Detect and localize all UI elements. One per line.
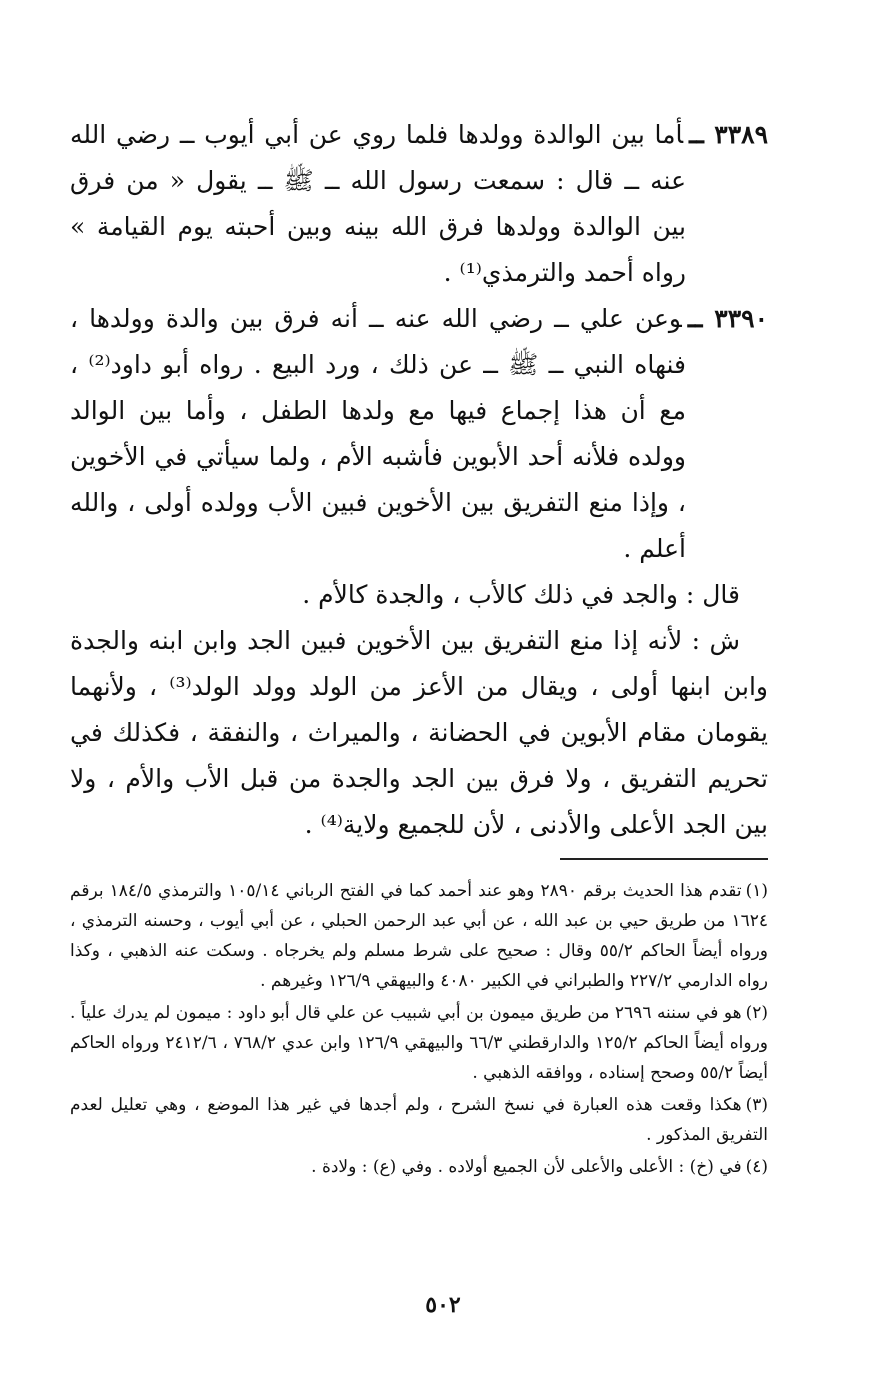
footnote-4 xyxy=(70,1152,768,1182)
hadith-entry-3389 xyxy=(70,112,768,296)
footnote-marker: (٣) xyxy=(745,1095,768,1115)
footnote-text: تقدم هذا الحديث برقم ٢٨٩٠ وهو عند أحمد كما في الفتح الرباني ١٠٥/١٤ والترمذي ١٨٤/٥ برقم ١٦٢٤ من طريق حيي بن عبد الله ، عن أبي عبد الرحمن الحبلي ، عن أبي أيوب ، وحسنه الترمذي ، ورواه أيضاً الحاكم ٥٥/٢ وقال : صحيح على شرط مسلم ولم يخرجاه . وسكت عنه الذهبي ، وكذا رواه الدارمي ٢٢٧/٢ والطبراني في الكبير ٤٠٨٠ والبيهقي ١٢٦/٩ وغيرهم . xyxy=(70,881,769,991)
footnote-2 xyxy=(70,998,768,1088)
page-body xyxy=(70,112,768,1184)
sharh-paragraph: ش : لأنه إذا منع التفريق بين الأخوين فبين الجد وابن ابنه والجدة وابن ابنها أولى ، ويقال من الأعز من الولد وولد الولد⁽³⁾ ، ولأنهما يقومان مقام الأبوين في الحضانة ، والميراث ، والنفقة ، فكذلك في تحريم التفريق ، ولا فرق بين الجد والجدة من قبل الأب والأم ، ولا بين الجد الأعلى والأدنى ، لأن للجميع ولاية⁽⁴⁾ . xyxy=(70,626,768,839)
footnote-text: هكذا وقعت هذه العبارة في نسخ الشرح ، ولم أجدها في غير هذا الموضع ، وهي تعليل لعدم التفريق المذكور . xyxy=(70,1095,768,1145)
entry-text: أما بين الوالدة وولدها فلما روي عن أبي أيوب ــ رضي الله عنه ــ قال : سمعت رسول الله ــ ﷺ ــ يقول « من فرق بين الوالدة وولدها فرق الله بينه وبين أحبته يوم القيامة » رواه أحمد والترمذي⁽¹⁾ . xyxy=(70,120,686,287)
footnote-text: هو في سننه ٢٦٩٦ من طريق ميمون بن أبي شبيب عن علي قال أبو داود : ميمون لم يدرك علياً . ورواه أيضاً الحاكم ١٢٥/٢ والدارقطني ٦٦/٣ والبيهقي ١٢٦/٩ وابن عدي ٧٦٨/٢ ، ٢٤١٢/٦ ورواه الحاكم أيضاً ٥٥/٢ وصحح إسناده ، ووافقه الذهبي . xyxy=(70,1003,769,1083)
hadith-entry-3390 xyxy=(70,296,768,572)
page-number: ٥٠٢ xyxy=(425,1292,461,1318)
footnote-text: في (خ) : الأعلى والأعلى لأن الجميع أولاده . وفي (ع) : ولادة . xyxy=(311,1157,742,1177)
footnote-3 xyxy=(70,1090,768,1150)
matn-paragraph: قال : والجد في ذلك كالأب ، والجدة كالأم . xyxy=(302,580,740,609)
footnote-marker: (١) xyxy=(745,881,768,901)
footnote-marker: (٤) xyxy=(745,1157,768,1177)
footnote-marker: (٢) xyxy=(745,1003,769,1023)
footnote-divider xyxy=(560,858,768,860)
footnotes xyxy=(70,876,768,1182)
entry-number: ٣٣٨٩ ــ xyxy=(689,120,768,149)
footnote-1 xyxy=(70,876,768,996)
entry-number: ٣٣٩٠ ــ xyxy=(687,304,769,333)
entry-text: وعن علي ــ رضي الله عنه ــ أنه فرق بين والدة وولدها ، فنهاه النبي ــ ﷺ ــ عن ذلك ، ورد البيع . رواه أبو داود⁽²⁾ ، مع أن هذا إجماع فيها مع ولدها الطفل ، وأما بين الوالد وولده فلأنه أحد الأبوين فأشبه الأم ، ولما سيأتي في الأخوين ، وإذا منع التفريق بين الأخوين فبين الأب وولده أولى ، والله أعلم . xyxy=(70,304,686,563)
